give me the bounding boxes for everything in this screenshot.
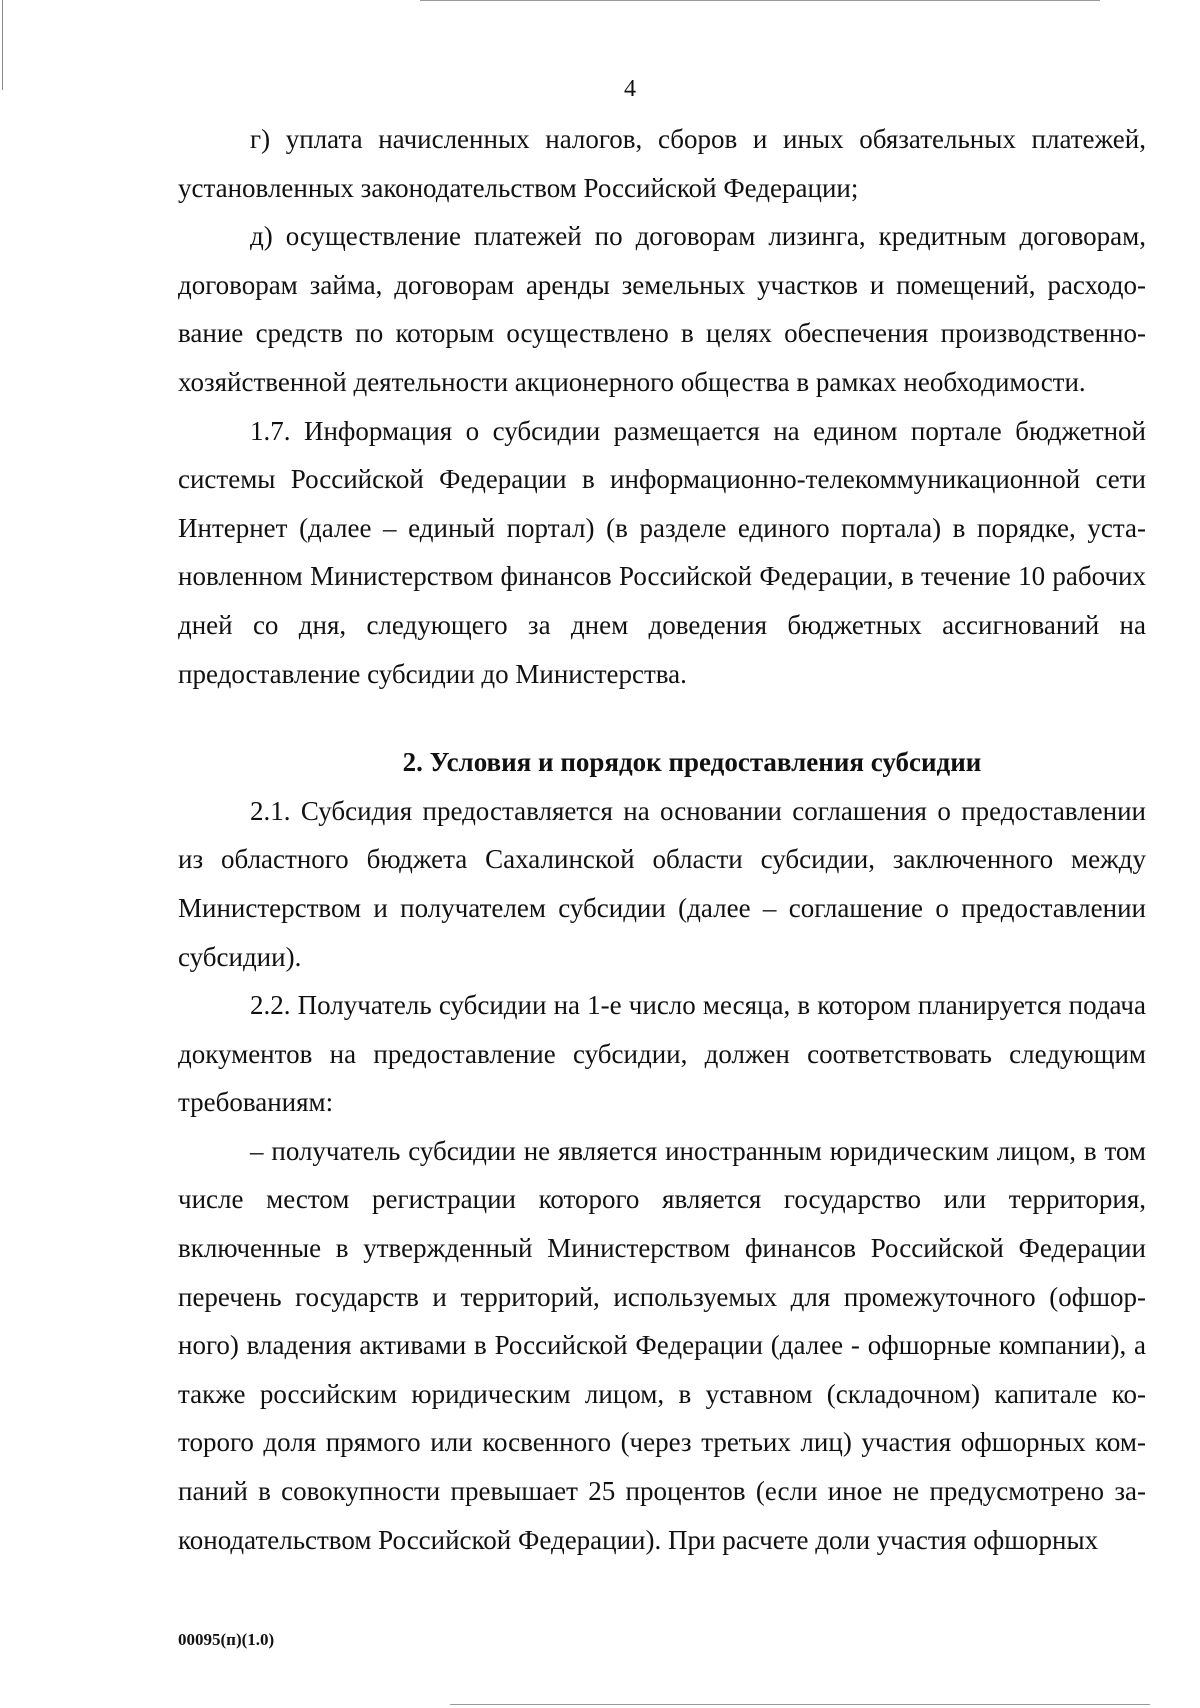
paragraph-d: д) осуществление платежей по договорам лизинга, кредитным договорам, договорам займа, договорам аренды земельных участков и помещений, расходование средств по которым осуществлено в целях обеспечения производственно-хозяйственной деятельности акционерного общества в рамках необходимости. [178,221,1146,397]
scan-edge-bottom [450,1704,1150,1705]
scan-edge-top [420,0,1100,1]
footer-document-code: 00095(п)(1.0) [178,1630,275,1649]
page-number: 4 [624,76,636,102]
paragraph-g: г) уплата начисленных налогов, сборов и иных обязательных платежей, установленных законодательством Российской Федерации; [178,124,1146,203]
paragraph-2-2: 2.2. Получатель субсидии на 1-е число месяца, в котором планируется подача документов на предоставление субсидии, должен соответствовать следующим требованиям: [178,990,1146,1118]
paragraph-2-1: 2.1. Субсидия предоставляется на основании соглашения о предоставлении из областного бюджета Сахалинской области субсидии, заключенного между Министерством и получателем субсидии (далее – соглашение о предоставлении субсидии). [178,795,1146,972]
document-body [178,115,1146,1564]
paragraph-requirement-1: – получатель субсидии не является иностранным юридическим лицом, в том числе местом регистрации которого является государство или территория, включенные в утвержденный Министерством финансов Российской Федерации перечень государств и территорий, используемых для промежуточного (офшорного) владения активами в Российской Федерации (далее - офшорные компании), а также российским юридическим лицом, в уставном (складочном) капитале которого доля прямого или косвенного (через третьих лиц) участия офшорных компаний в совокупности превышает 25 процентов (если иное не предусмотрено законодательством Российской Федерации). При расчете доли участия офшорных [178,1135,1146,1555]
paragraph-1-7: 1.7. Информация о субсидии размещается на едином портале бюджетной системы Российской Федерации в информационно-телекоммуникационной сети Интернет (далее – единый портал) (в разделе единого портала) в порядке, установленном Министерством финансов Российской Федерации, в течение 10 рабочих дней со дня, следующего за днем доведения бюджетных ассигнований на предоставление субсидии до Министерства. [178,415,1146,689]
section-heading: 2. Условия и порядок предоставления субсидии [402,747,982,778]
